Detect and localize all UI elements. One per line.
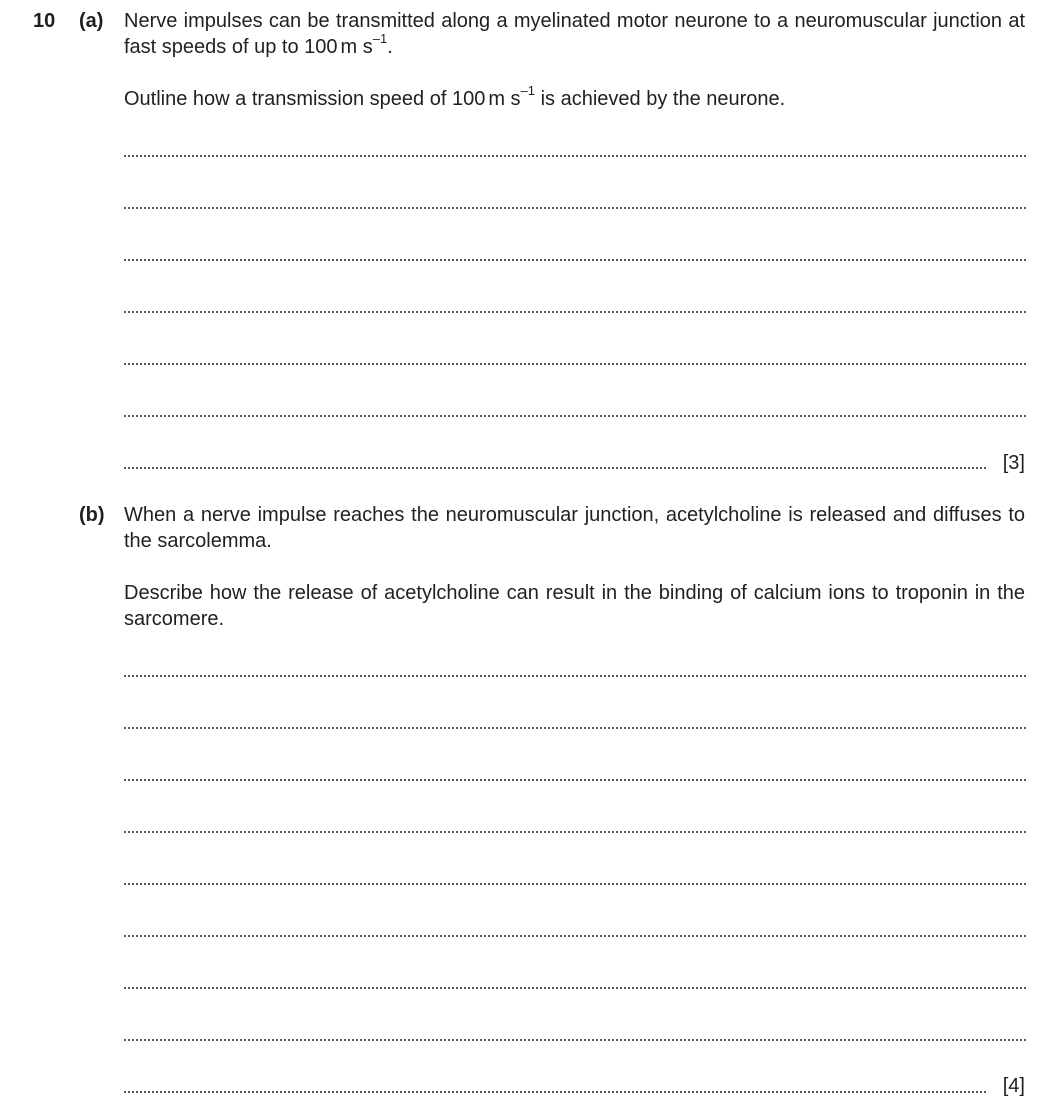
part-a-stem-text: Nerve impulses can be transmitted along a myelinated motor neurone to a neuromuscular junction at fast speeds of up to bbox=[124, 10, 1025, 58]
part-a-stem bbox=[124, 8, 1025, 60]
part-b-instruction: Describe how the release of acetylcholine can result in the binding of calcium ions to troponin in the sarcomere. bbox=[124, 582, 1025, 630]
part-a-stem-speed bbox=[304, 31, 393, 58]
answer-line[interactable] bbox=[124, 935, 1026, 937]
part-a-stem-speed-exponent: –1 bbox=[372, 31, 388, 47]
answer-line[interactable] bbox=[124, 259, 1026, 261]
answer-line[interactable] bbox=[124, 831, 1026, 833]
answer-line[interactable] bbox=[124, 1039, 1026, 1041]
answer-line[interactable] bbox=[124, 311, 1026, 313]
answer-line[interactable] bbox=[124, 675, 1026, 677]
question-number: 10 bbox=[33, 10, 56, 32]
part-a-label: (a) bbox=[79, 10, 104, 32]
part-a-stem-speed-unit: m s bbox=[340, 36, 373, 58]
part-a-marks: [3] bbox=[1002, 452, 1025, 474]
part-a-instruction-speed-value: 100 bbox=[451, 88, 486, 110]
part-a-instruction-speed-exponent: –1 bbox=[520, 83, 536, 99]
part-b-label: (b) bbox=[79, 504, 105, 526]
part-b-stem: When a nerve impulse reaches the neuromuscular junction, acetylcholine is released and diffuses to the sarcolemma. bbox=[124, 504, 1025, 552]
answer-line[interactable] bbox=[124, 415, 1026, 417]
answer-line[interactable] bbox=[124, 207, 1026, 209]
answer-line[interactable] bbox=[124, 1091, 986, 1093]
answer-line[interactable] bbox=[124, 467, 986, 469]
answer-line[interactable] bbox=[124, 987, 1026, 989]
part-a-instruction bbox=[124, 83, 1025, 112]
answer-line[interactable] bbox=[124, 883, 1026, 885]
part-a-instruction-text: Outline how a transmission speed of bbox=[124, 88, 447, 110]
part-a-stem-end: . bbox=[387, 36, 393, 58]
part-a-instruction-speed bbox=[451, 83, 536, 110]
part-a-instruction-text-end: is achieved by the neurone. bbox=[540, 88, 786, 110]
answer-line[interactable] bbox=[124, 363, 1026, 365]
part-a-stem-speed-value: 100 bbox=[304, 36, 338, 58]
part-a-instruction-speed-unit: m s bbox=[488, 88, 521, 110]
answer-line[interactable] bbox=[124, 779, 1026, 781]
part-b-marks: [4] bbox=[1002, 1075, 1025, 1097]
answer-line[interactable] bbox=[124, 155, 1026, 157]
answer-line[interactable] bbox=[124, 727, 1026, 729]
